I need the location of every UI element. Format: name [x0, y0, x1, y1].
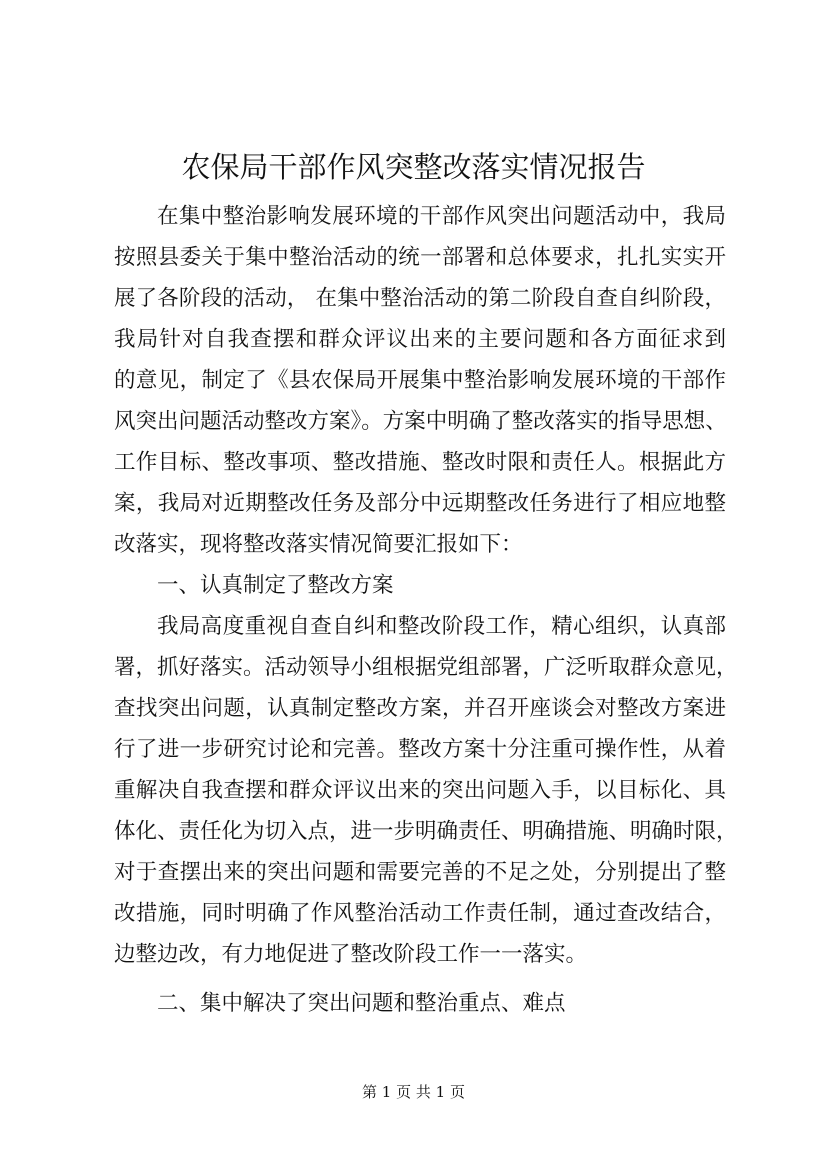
paragraph-line: 在集中整治影响发展环境的干部作风突出问题活动中，我局 [157, 204, 726, 229]
paragraph-section-one [114, 606, 738, 975]
spacer [114, 975, 726, 983]
paragraph-line: 对于查摆出来的突出问题和需要完善的不足之处，分别提出了整 [114, 860, 726, 885]
paragraph-line: 改落实，现将整改落实情况简要汇报如下： [114, 532, 523, 557]
paragraph-line: 按照县委关于集中整治活动的统一部署和总体要求，扎扎实实开 [114, 245, 726, 270]
paragraph-line: 改措施，同时明确了作风整治活动工作责任制，通过查改结合， [114, 901, 726, 926]
paragraph-line: 展了各阶段的活动， 在集中整治活动的第二阶段自查自纠阶段， [114, 286, 726, 311]
paragraph-line: 体化、责任化为切入点，进一步明确责任、明确措施、明确时限， [114, 819, 738, 844]
paragraph-line: 重解决自我查摆和群众评议出来的突出问题入手，以目标化、具 [114, 778, 726, 803]
section-heading: 一、认真制定了整改方案 [157, 573, 394, 598]
paragraph-line: 案，我局对近期整改任务及部分中远期整改任务进行了相应地整 [114, 491, 726, 516]
paragraph-line: 风突出问题活动整改方案》。方案中明确了整改落实的指导思想、 [114, 409, 727, 434]
paragraph-line: 我局高度重视自查自纠和整改阶段工作，精心组织，认真部 [157, 614, 726, 639]
paragraph-line: 查找突出问题，认真制定整改方案，并召开座谈会对整改方案进 [114, 696, 726, 721]
paragraph-line: 工作目标、整改事项、整改措施、整改时限和责任人。根据此方 [114, 450, 726, 475]
section-heading: 二、集中解决了突出问题和整治重点、难点 [157, 991, 566, 1016]
document-body [114, 196, 738, 1024]
paragraph-line: 边整边改，有力地促进了整改阶段工作一一落实。 [114, 942, 588, 967]
paragraph-line: 行了进一步研究讨论和完善。整改方案十分注重可操作性，从着 [114, 737, 726, 762]
paragraph-line: 署，抓好落实。活动领导小组根据党组部署，广泛听取群众意见， [114, 655, 738, 680]
paragraph-line: 我局针对自我查摆和群众评议出来的主要问题和各方面征求到 [114, 327, 726, 352]
document-title: 农保局干部作风突整改落实情况报告 [181, 150, 646, 184]
paragraph-line: 的意见，制定了《县农保局开展集中整治影响发展环境的干部作 [114, 368, 726, 393]
page-footer: 第 1 页 共 1 页 [362, 1083, 465, 1101]
paragraph-intro [114, 196, 726, 565]
